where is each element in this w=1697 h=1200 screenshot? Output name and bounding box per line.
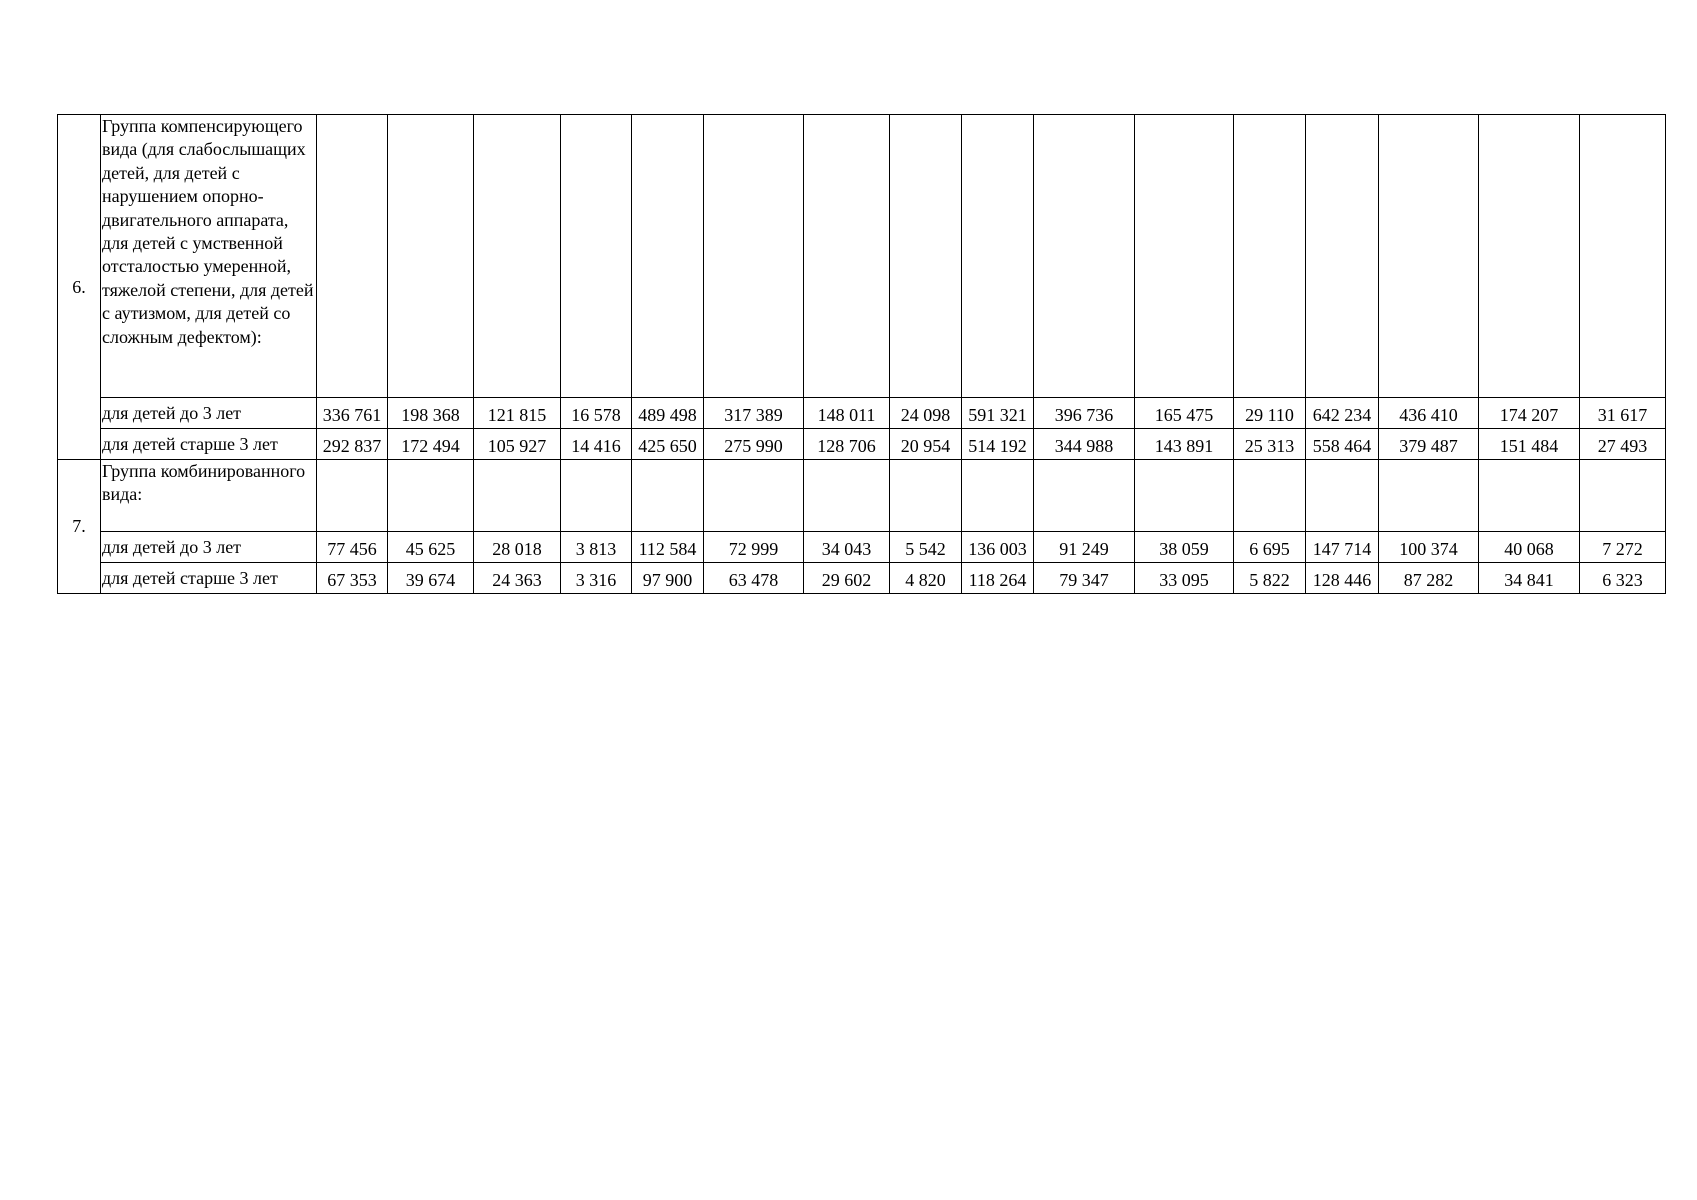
empty-cell — [704, 115, 804, 398]
empty-cell — [317, 460, 388, 532]
table-cell: 198 368 — [388, 398, 474, 429]
table-cell: 5 822 — [1234, 563, 1306, 594]
table-cell: 100 374 — [1379, 532, 1479, 563]
table-cell: 3 316 — [561, 563, 632, 594]
table-cell: 6 323 — [1580, 563, 1666, 594]
table-cell: 39 674 — [388, 563, 474, 594]
table-cell: 121 815 — [474, 398, 561, 429]
row-label: для детей старше 3 лет — [101, 429, 317, 460]
empty-cell — [962, 460, 1034, 532]
table-cell: 436 410 — [1379, 398, 1479, 429]
table-cell: 136 003 — [962, 532, 1034, 563]
table-cell: 29 602 — [804, 563, 890, 594]
table-cell: 128 706 — [804, 429, 890, 460]
table-cell: 79 347 — [1034, 563, 1135, 594]
row-label: для детей до 3 лет — [101, 398, 317, 429]
table-cell: 489 498 — [632, 398, 704, 429]
table-row — [58, 563, 1666, 594]
table-cell: 172 494 — [388, 429, 474, 460]
table-cell: 642 234 — [1306, 398, 1379, 429]
table-cell: 7 272 — [1580, 532, 1666, 563]
table-cell: 112 584 — [632, 532, 704, 563]
table-cell: 34 043 — [804, 532, 890, 563]
table-cell: 27 493 — [1580, 429, 1666, 460]
table-cell: 151 484 — [1479, 429, 1580, 460]
table-cell: 3 813 — [561, 532, 632, 563]
table-cell: 344 988 — [1034, 429, 1135, 460]
table-cell: 275 990 — [704, 429, 804, 460]
empty-cell — [704, 460, 804, 532]
empty-cell — [561, 460, 632, 532]
table-cell: 33 095 — [1135, 563, 1234, 594]
table-cell: 63 478 — [704, 563, 804, 594]
table-cell: 317 389 — [704, 398, 804, 429]
row-label: для детей до 3 лет — [101, 532, 317, 563]
data-table — [57, 114, 1666, 594]
table-cell: 558 464 — [1306, 429, 1379, 460]
empty-cell — [1580, 115, 1666, 398]
empty-cell — [1234, 115, 1306, 398]
table-cell: 45 625 — [388, 532, 474, 563]
table-row — [58, 532, 1666, 563]
table-cell: 24 363 — [474, 563, 561, 594]
empty-cell — [890, 115, 962, 398]
empty-cell — [632, 115, 704, 398]
empty-cell — [962, 115, 1034, 398]
table-cell: 4 820 — [890, 563, 962, 594]
empty-cell — [1135, 115, 1234, 398]
table-row — [58, 398, 1666, 429]
empty-cell — [1580, 460, 1666, 532]
empty-cell — [1379, 460, 1479, 532]
table-cell: 77 456 — [317, 532, 388, 563]
table-cell: 425 650 — [632, 429, 704, 460]
table-cell: 87 282 — [1379, 563, 1479, 594]
table-cell: 14 416 — [561, 429, 632, 460]
empty-cell — [1306, 115, 1379, 398]
table-cell: 5 542 — [890, 532, 962, 563]
section-header-row — [58, 460, 1666, 532]
row-label: для детей старше 3 лет — [101, 563, 317, 594]
table-cell: 25 313 — [1234, 429, 1306, 460]
table-cell: 34 841 — [1479, 563, 1580, 594]
empty-cell — [1479, 460, 1580, 532]
empty-cell — [1479, 115, 1580, 398]
table-cell: 97 900 — [632, 563, 704, 594]
table-cell: 24 098 — [890, 398, 962, 429]
table-cell: 38 059 — [1135, 532, 1234, 563]
table-cell: 118 264 — [962, 563, 1034, 594]
section-title: Группа комбинированного вида: — [101, 460, 317, 532]
empty-cell — [388, 460, 474, 532]
empty-cell — [804, 460, 890, 532]
empty-cell — [474, 115, 561, 398]
table-cell: 591 321 — [962, 398, 1034, 429]
table-cell: 148 011 — [804, 398, 890, 429]
table-cell: 143 891 — [1135, 429, 1234, 460]
table-cell: 165 475 — [1135, 398, 1234, 429]
empty-cell — [804, 115, 890, 398]
empty-cell — [1135, 460, 1234, 532]
empty-cell — [1034, 460, 1135, 532]
section-number: 7. — [58, 460, 101, 594]
table-cell: 174 207 — [1479, 398, 1580, 429]
table-row — [58, 429, 1666, 460]
table-cell: 147 714 — [1306, 532, 1379, 563]
table-cell: 72 999 — [704, 532, 804, 563]
section-header-row — [58, 115, 1666, 398]
table-cell: 105 927 — [474, 429, 561, 460]
empty-cell — [1306, 460, 1379, 532]
empty-cell — [1234, 460, 1306, 532]
empty-cell — [561, 115, 632, 398]
empty-cell — [388, 115, 474, 398]
empty-cell — [1379, 115, 1479, 398]
table-cell: 28 018 — [474, 532, 561, 563]
empty-cell — [890, 460, 962, 532]
table-cell: 40 068 — [1479, 532, 1580, 563]
section-number: 6. — [58, 115, 101, 460]
empty-cell — [1034, 115, 1135, 398]
table-cell: 16 578 — [561, 398, 632, 429]
section-title: Группа компенсирующего вида (для слабослышащих детей, для детей с нарушением опорно-двигательного аппарата, для детей с умственной отсталостью умеренной, тяжелой степени, для детей с аутизмом, для детей со сложным дефектом): — [101, 115, 317, 398]
table-cell: 514 192 — [962, 429, 1034, 460]
table-cell: 29 110 — [1234, 398, 1306, 429]
table-body — [58, 115, 1666, 594]
table-cell: 128 446 — [1306, 563, 1379, 594]
table-cell: 396 736 — [1034, 398, 1135, 429]
table-cell: 20 954 — [890, 429, 962, 460]
table-cell: 31 617 — [1580, 398, 1666, 429]
table-cell: 6 695 — [1234, 532, 1306, 563]
empty-cell — [317, 115, 388, 398]
table-cell: 336 761 — [317, 398, 388, 429]
empty-cell — [632, 460, 704, 532]
table-cell: 292 837 — [317, 429, 388, 460]
table-cell: 379 487 — [1379, 429, 1479, 460]
empty-cell — [474, 460, 561, 532]
table-cell: 91 249 — [1034, 532, 1135, 563]
table-cell: 67 353 — [317, 563, 388, 594]
